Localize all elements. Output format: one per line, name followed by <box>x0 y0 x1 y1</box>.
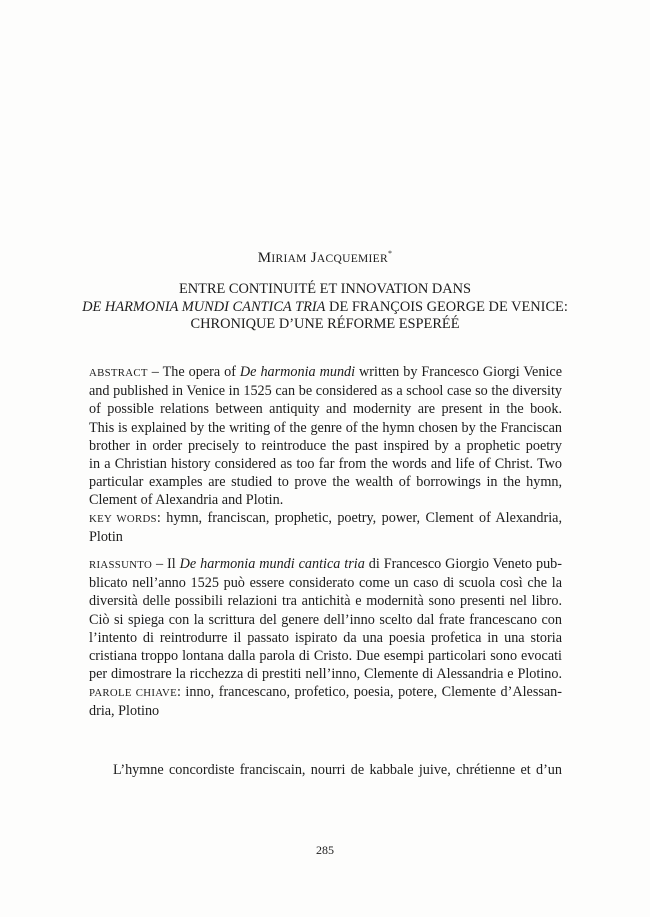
footnote-marker: * <box>387 249 393 258</box>
paper-title: ENTRE CONTINUITÉ ET INNOVATION DANS DE HARMONIA MUNDI CANTICA TRIA DE FRANÇOIS GEORGE DE VENICE: CHRONIQUE D’UNE RÉFORME ESPERÉÉ <box>82 281 568 332</box>
author-name: MIRIAM JACQUEMIER* <box>257 249 393 266</box>
riassunto-label: RIASSUNTO <box>89 559 153 571</box>
parole-chiave-label: PAROLE CHIAVE <box>89 687 177 699</box>
riassunto-paragraph: RIASSUNTO – Il De harmonia mundi cantica tria di Francesco Giorgio Veneto pub- blicato nell’anno 1525 può essere considerato come un caso di scuola così che la diversità delle possibili relazioni tra antichità e modernità sono presenti nel libro. Ciò si spiega con la scrittura del genere dell’inno scelto dal frate francescano con l’intento di reintrodurre il passato ispirato da una poesia profetica in una storia cristiana troppo lontana dalla parola di Cristo. Due esempi particolari sono evocati per dimostrare la ricchezza di prestiti nell’inno, Clemente di Alessandria e Plotino. <box>89 556 563 683</box>
parole-chiave-paragraph: PAROLE CHIAVE: inno, francescano, profetico, poesia, potere, Clemente d’Alessan- dria, Plotino <box>89 684 562 720</box>
keywords-paragraph: KEY WORDS: hymn, franciscan, prophetic, poetry, power, Clement of Alexandria, Plotin <box>89 510 563 546</box>
page-number: 285 <box>316 843 334 857</box>
abstract-paragraph: ABSTRACT – The opera of De harmonia mundi written by Francesco Giorgi Venice and published in Venice in 1525 can be considered as a school case so the diversity of possible relations between antiquity and modernity are present in the book. This is explained by the writing of the genre of the hymn chosen by the Franciscan brother in order precisely to reintroduce the past inspired by a prophetic poetry in a Christian history considered as too far from the words and life of Christ. Two particular examples are studied to prove the wealth of borrowings in the hymn, Clement of Alexandria and Plotin. <box>89 364 562 509</box>
keywords-label: KEY WORDS <box>89 513 157 525</box>
body-paragraph: L’hymne concordiste franciscain, nourri de kabbale juive, chrétienne et d’un <box>113 762 562 778</box>
abstract-label: ABSTRACT <box>89 367 148 379</box>
